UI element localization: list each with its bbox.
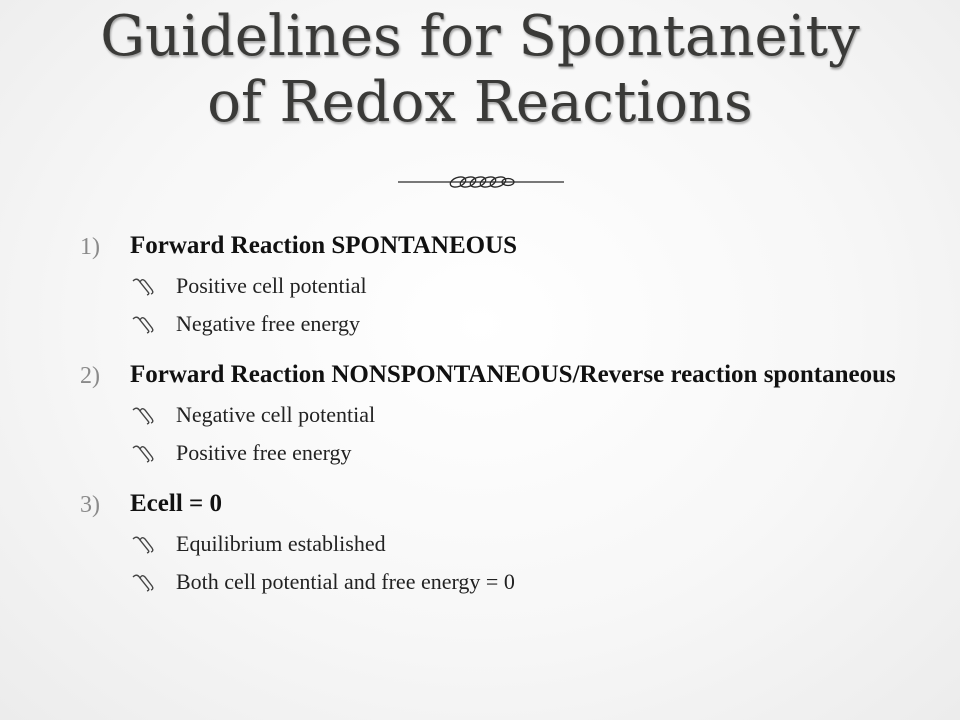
sub-text: Positive cell potential: [176, 273, 367, 298]
sub-text: Negative cell potential: [176, 402, 376, 427]
sub-text: Equilibrium established: [176, 531, 386, 556]
scroll-bullet-icon: [130, 533, 176, 555]
sub-text: Negative free energy: [176, 311, 361, 336]
item-number: 1): [80, 234, 100, 260]
item-number: 2): [80, 363, 100, 389]
sub-bullet-item: [130, 305, 900, 343]
list-item: [80, 361, 900, 472]
content-list: [80, 232, 900, 619]
item-heading: Ecell = 0: [130, 490, 223, 517]
sub-text: Both cell potential and free energy = 0: [176, 569, 515, 594]
item-heading: Forward Reaction NONSPONTANEOUS/Reverse reaction spontaneous: [130, 361, 896, 388]
list-item: [80, 232, 900, 343]
sub-text: Positive free energy: [176, 440, 352, 465]
title-line-2: of Redox Reactions: [207, 70, 753, 135]
flourish-divider-icon: [398, 170, 564, 194]
sub-bullet-item: [130, 396, 900, 434]
sub-bullet-item: [130, 525, 900, 563]
scroll-bullet-icon: [130, 571, 176, 593]
sub-bullet-item: [130, 563, 900, 601]
scroll-bullet-icon: [130, 404, 176, 426]
scroll-bullet-icon: [130, 442, 176, 464]
scroll-bullet-icon: [130, 275, 176, 297]
slide-title: [0, 4, 960, 136]
item-heading: Forward Reaction SPONTANEOUS: [130, 232, 518, 259]
scroll-bullet-icon: [130, 313, 176, 335]
item-number: 3): [80, 492, 100, 518]
sub-bullet-item: [130, 267, 900, 305]
sub-bullet-item: [130, 434, 900, 472]
title-line-1: Guidelines for Spontaneity: [100, 4, 860, 69]
list-item: [80, 490, 900, 601]
